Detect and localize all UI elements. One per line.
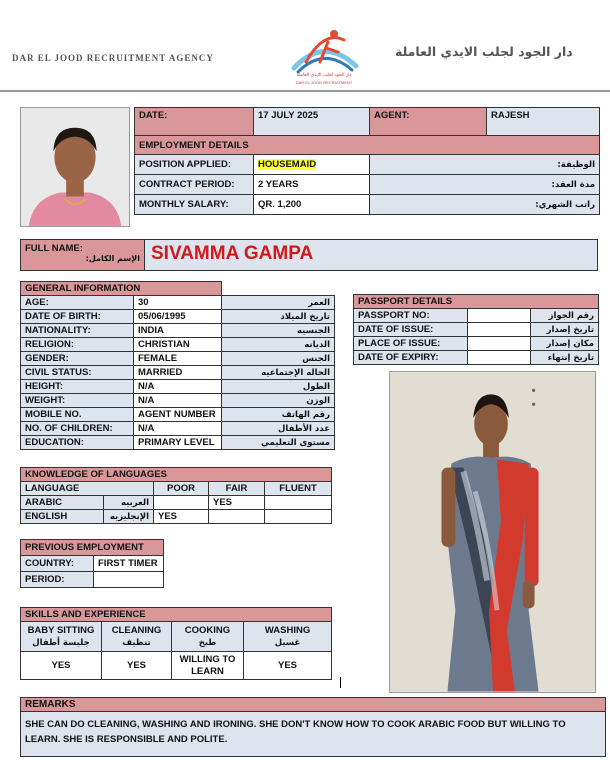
skill-washing-value: YES <box>244 652 332 680</box>
portrait-photo <box>20 107 130 227</box>
period-value <box>94 572 164 588</box>
full-name-label: FULL NAME: <box>25 243 83 254</box>
issue-place-label: PLACE OF ISSUE: <box>354 337 468 351</box>
skill-washing: WASHING <box>264 624 311 636</box>
arabic-poor <box>154 496 209 510</box>
full-name-value: SIVAMMA GAMPA <box>151 243 314 264</box>
language-english-ar: الإنجليزيه <box>104 510 154 524</box>
dob-value: 05/06/1995 <box>134 310 222 324</box>
dob-label: DATE OF BIRTH: <box>21 310 134 324</box>
salary-value: QR. 1,200 <box>254 195 370 215</box>
agency-name-arabic: دار الجود لجلب الايدي العاملة <box>395 44 573 59</box>
position-value: HOUSEMAID <box>258 159 317 170</box>
agent-label: AGENT: <box>370 108 487 136</box>
previous-employment-table <box>20 539 164 588</box>
expiry-date-label-ar: تاريخ إنتهاء <box>531 351 599 365</box>
issue-place-value <box>468 337 531 351</box>
full-name-label-ar: الإسم الكامل: <box>85 254 140 263</box>
period-label: PERIOD: <box>21 572 94 588</box>
height-label-ar: الطول <box>222 380 335 394</box>
gender-value: FEMALE <box>134 352 222 366</box>
general-information-table <box>20 281 335 450</box>
skills-table <box>20 607 332 680</box>
skill-baby-sitting: BABY SITTING <box>27 624 95 636</box>
civil-status-value: MARRIED <box>134 366 222 380</box>
logo-english-text: DAR EL JOOD RECRUITMENT <box>295 80 353 85</box>
date-label: DATE: <box>135 108 254 136</box>
dob-label-ar: تاريخ الميلاد <box>222 310 335 324</box>
religion-value: CHRISTIAN <box>134 338 222 352</box>
religion-label: RELIGION: <box>21 338 134 352</box>
issue-date-label: DATE OF ISSUE: <box>354 323 468 337</box>
salary-label: MONTHLY SALARY: <box>135 195 254 215</box>
english-poor: YES <box>154 510 209 524</box>
height-value: N/A <box>134 380 222 394</box>
full-name-box <box>20 239 598 271</box>
language-english: ENGLISH <box>21 510 104 524</box>
position-label-ar: الوظيفة: <box>370 155 600 175</box>
remarks-box <box>20 697 606 757</box>
agency-name-english: DAR EL JOOD RECRUITMENT AGENCY <box>12 53 214 63</box>
arabic-fluent <box>265 496 332 510</box>
remarks-title: REMARKS <box>21 698 605 712</box>
civil-status-label: CIVIL STATUS: <box>21 366 134 380</box>
mobile-label-ar: رقم الهاتف <box>222 408 335 422</box>
education-label: EDUCATION: <box>21 436 134 450</box>
previous-employment-title: PREVIOUS EMPLOYMENT <box>21 540 164 556</box>
arabic-fair: YES <box>209 496 265 510</box>
full-body-photo <box>389 371 596 693</box>
skills-title: SKILLS AND EXPERIENCE <box>21 608 332 622</box>
agent-value: RAJESH <box>487 108 600 136</box>
fluent-col-header: FLUENT <box>265 482 332 496</box>
mobile-value: AGENT NUMBER <box>134 408 222 422</box>
header-divider <box>0 90 610 92</box>
skill-cooking: COOKING <box>184 624 231 636</box>
fair-col-header: FAIR <box>209 482 265 496</box>
skill-cleaning: CLEANING <box>111 624 162 636</box>
religion-label-ar: الديانه <box>222 338 335 352</box>
employment-details-title: EMPLOYMENT DETAILS <box>135 136 600 155</box>
children-label-ar: عدد الأطفال <box>222 422 335 436</box>
logo-arabic-text: دار الجود لجلب الايدي العاملة <box>296 73 352 78</box>
gender-label-ar: الجنس <box>222 352 335 366</box>
skill-cleaning-ar: تنظيف <box>122 637 151 648</box>
height-label: HEIGHT: <box>21 380 134 394</box>
weight-value: N/A <box>134 394 222 408</box>
text-cursor <box>340 677 341 688</box>
issue-date-value <box>468 323 531 337</box>
contract-label-ar: مدة العقد: <box>370 175 600 195</box>
skill-cooking-value: WILLING TO LEARN <box>172 652 244 680</box>
country-label: COUNTRY: <box>21 556 94 572</box>
english-fluent <box>265 510 332 524</box>
age-label-ar: العمر <box>222 296 335 310</box>
age-value: 30 <box>134 296 222 310</box>
nationality-label-ar: الجنسيه <box>222 324 335 338</box>
mobile-label: MOBILE NO. <box>21 408 134 422</box>
poor-col-header: POOR <box>154 482 209 496</box>
issue-place-label-ar: مكان إصدار <box>531 337 599 351</box>
weight-label: WEIGHT: <box>21 394 134 408</box>
expiry-date-value <box>468 351 531 365</box>
skill-baby-sitting-value: YES <box>21 652 102 680</box>
language-col-header: LANGUAGE <box>21 482 154 496</box>
civil-status-label-ar: الحاله الإجتماعيه <box>222 366 335 380</box>
education-label-ar: مستوى التعليمي <box>222 436 335 450</box>
position-label: POSITION APPLIED: <box>135 155 254 175</box>
skill-cleaning-value: YES <box>102 652 172 680</box>
english-fair <box>209 510 265 524</box>
passport-details-table <box>353 294 599 365</box>
languages-table <box>20 467 332 524</box>
languages-title: KNOWLEDGE OF LANGUAGES <box>21 468 332 482</box>
passport-no-label: PASSPORT NO: <box>354 309 468 323</box>
weight-label-ar: الوزن <box>222 394 335 408</box>
nationality-value: INDIA <box>134 324 222 338</box>
expiry-date-label: DATE OF EXPIRY: <box>354 351 468 365</box>
remarks-text: SHE CAN DO CLEANING, WASHING AND IRONING. SHE DON'T KNOW HOW TO COOK ARABIC FOOD BUT WILLING TO LEARN. SHE IS RESPONSIBLE AND POLITE. <box>25 719 566 745</box>
general-information-title: GENERAL INFORMATION <box>21 282 222 296</box>
passport-no-value <box>468 309 531 323</box>
children-value: N/A <box>134 422 222 436</box>
education-value: PRIMARY LEVEL <box>134 436 222 450</box>
country-value: FIRST TIMER <box>94 556 164 572</box>
date-value: 17 JULY 2025 <box>254 108 370 136</box>
gender-label: GENDER: <box>21 352 134 366</box>
skill-baby-sitting-ar: جليسة أطفال <box>32 637 90 648</box>
contract-value: 2 YEARS <box>254 175 370 195</box>
employment-table <box>134 107 600 215</box>
issue-date-label-ar: تاريخ إصدار <box>531 323 599 337</box>
nationality-label: NATIONALITY: <box>21 324 134 338</box>
skill-washing-ar: غسيل <box>274 637 301 648</box>
age-label: AGE: <box>21 296 134 310</box>
skill-cooking-ar: طبخ <box>198 637 217 648</box>
passport-no-label-ar: رقم الجواز <box>531 309 599 323</box>
language-arabic: ARABIC <box>21 496 104 510</box>
salary-label-ar: راتب الشهري: <box>370 195 600 215</box>
contract-label: CONTRACT PERIOD: <box>135 175 254 195</box>
passport-details-title: PASSPORT DETAILS <box>354 295 599 309</box>
children-label: NO. OF CHILDREN: <box>21 422 134 436</box>
language-arabic-ar: العربيه <box>104 496 154 510</box>
